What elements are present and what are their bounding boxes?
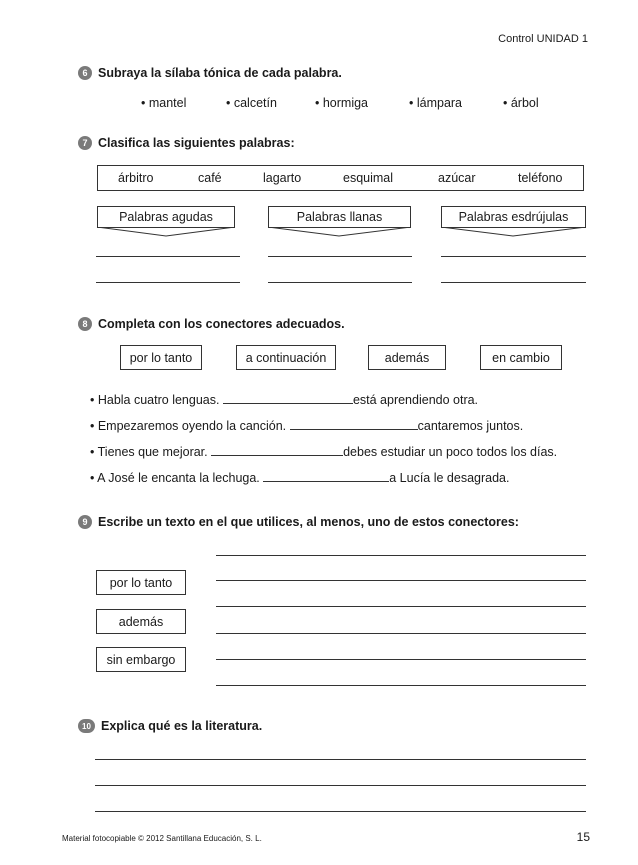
question-6 <box>78 66 342 80</box>
question-number-badge: 6 <box>78 66 92 80</box>
q7-word: café <box>198 171 222 185</box>
question-7 <box>78 136 295 150</box>
connector-box: por lo tanto <box>120 345 202 370</box>
fill-sentence <box>90 418 523 433</box>
question-number-badge: 10 <box>78 719 95 733</box>
category-box-llanas: Palabras llanas <box>268 206 411 228</box>
sentence-end: cantaremos juntos. <box>417 419 524 433</box>
q6-word: • calcetín <box>226 96 277 110</box>
answer-line[interactable] <box>216 659 586 660</box>
copyright-footer: Material fotocopiable © 2012 Santillana Educación, S. L. <box>62 834 262 843</box>
question-9 <box>78 515 519 529</box>
q7-word: azúcar <box>438 171 476 185</box>
blank-field[interactable] <box>211 444 343 456</box>
page-number: 15 <box>576 830 590 844</box>
question-10 <box>78 719 262 733</box>
fill-sentence <box>90 444 557 459</box>
sentence-start: • Habla cuatro lenguas. <box>90 393 223 407</box>
connector-box: por lo tanto <box>96 570 186 595</box>
q6-word: • lámpara <box>409 96 463 110</box>
question-number-badge: 9 <box>78 515 92 529</box>
answer-line[interactable] <box>216 685 586 686</box>
sentence-end: está aprendiendo otra. <box>352 393 479 407</box>
question-prompt: Escribe un texto en el que utilices, al menos, uno de estos conectores: <box>98 515 519 529</box>
answer-line[interactable] <box>96 256 240 257</box>
answer-line[interactable] <box>268 256 412 257</box>
question-number-badge: 7 <box>78 136 92 150</box>
question-prompt: Explica qué es la literatura. <box>101 719 263 733</box>
answer-line[interactable] <box>95 759 586 760</box>
q7-word: esquimal <box>343 171 394 185</box>
q7-word: lagarto <box>263 171 302 185</box>
sentence-start: • Tienes que mejorar. <box>90 445 212 459</box>
answer-line[interactable] <box>216 606 586 607</box>
category-box-agudas: Palabras agudas <box>97 206 235 228</box>
q6-word: • árbol <box>503 96 539 110</box>
question-8 <box>78 317 345 331</box>
page-header: Control UNIDAD 1 <box>498 33 588 45</box>
connector-box: además <box>368 345 446 370</box>
answer-line[interactable] <box>441 282 586 283</box>
answer-line[interactable] <box>95 811 586 812</box>
connector-box: además <box>96 609 186 634</box>
category-arrows <box>0 227 638 239</box>
question-prompt: Clasifica las siguientes palabras: <box>98 136 295 150</box>
q7-word-box <box>97 165 584 191</box>
q6-word: • mantel <box>141 96 187 110</box>
answer-line[interactable] <box>216 633 586 634</box>
answer-line[interactable] <box>441 256 586 257</box>
question-prompt: Subraya la sílaba tónica de cada palabra. <box>98 66 342 80</box>
question-prompt: Completa con los conectores adecuados. <box>98 317 345 331</box>
fill-sentence <box>90 470 509 485</box>
answer-line[interactable] <box>96 282 240 283</box>
q7-word: teléfono <box>518 171 563 185</box>
fill-sentence <box>90 392 478 407</box>
sentence-start: • Empezaremos oyendo la canción. <box>90 419 290 433</box>
answer-line[interactable] <box>268 282 412 283</box>
blank-field[interactable] <box>223 392 353 404</box>
question-number-badge: 8 <box>78 317 92 331</box>
category-box-esdrujulas: Palabras esdrújulas <box>441 206 586 228</box>
connector-box: a continuación <box>236 345 336 370</box>
blank-field[interactable] <box>290 418 418 430</box>
sentence-start: • A José le encanta la lechuga. <box>90 471 264 485</box>
sentence-end: debes estudiar un poco todos los días. <box>343 445 558 459</box>
connector-box: en cambio <box>480 345 562 370</box>
connector-box: sin embargo <box>96 647 186 672</box>
q7-word: árbitro <box>118 171 154 185</box>
answer-line[interactable] <box>216 555 586 556</box>
answer-line[interactable] <box>216 580 586 581</box>
q6-word: • hormiga <box>315 96 369 110</box>
answer-line[interactable] <box>95 785 586 786</box>
blank-field[interactable] <box>263 470 389 482</box>
sentence-end: a Lucía le desagrada. <box>389 471 510 485</box>
